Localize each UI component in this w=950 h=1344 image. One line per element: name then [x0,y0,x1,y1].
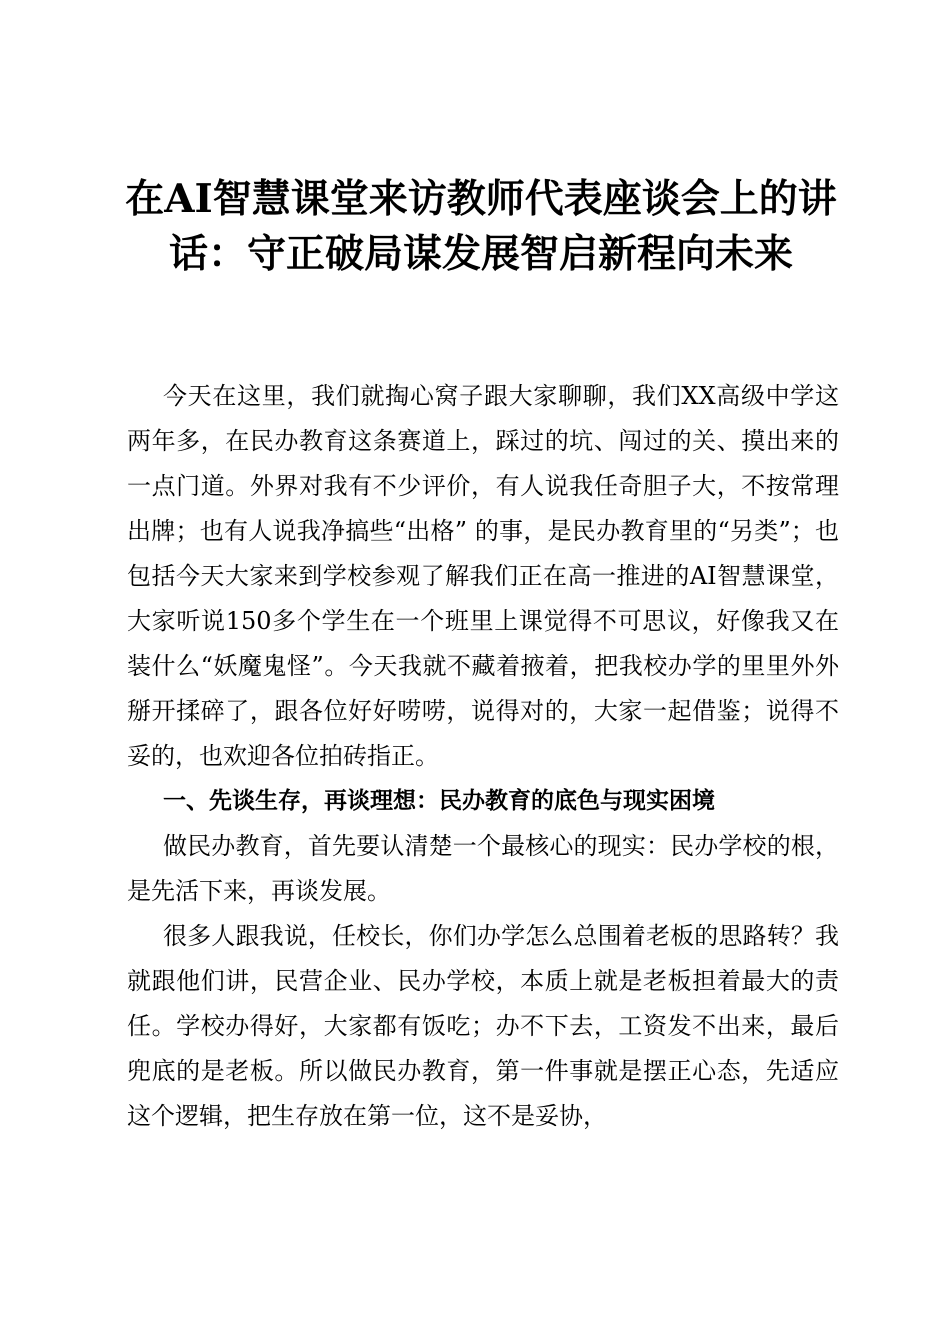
document-body [127,374,839,1139]
document-title: 在AI智慧课堂来访教师代表座谈会上的讲话：守正破局谋发展智启新程向未来 [125,176,837,277]
section-paragraph: 很多人跟我说，任校长，你们办学怎么总围着老板的思路转？我就跟他们讲，民营企业、民办学校，本质上就是老板担着最大的责任。学校办得好，大家都有饭吃；办不下去，工资发不出来，最后兜底的是老板。所以做民办教育，第一件事就是摆正心态，先适应这个逻辑，把生存放在第一位，这不是妥协， [127,922,839,1130]
intro-paragraph: 今天在这里，我们就掏心窝子跟大家聊聊，我们XX高级中学这两年多，在民办教育这条赛道上，踩过的坑、闯过的关、摸出来的一点门道。外界对我有不少评价，有人说我任奇胆子大，不按常理出牌；也有人说我净搞些“出格” 的事，是民办教育里的“另类”；也包括今天大家来到学校参观了解我们正在高一推进的AI智慧课堂，大家听说150多个学生在一个班里上课觉得不可思议，好像我又在装什么“妖魔鬼怪”。今天我就不藏着掖着，把我校办学的里里外外掰开揉碎了，跟各位好好唠唠，说得对的，大家一起借鉴；说得不妥的，也欢迎各位拍砖指正。 [127,382,839,770]
section-heading: 一、先谈生存，再谈理想：民办教育的底色与现实困境 [163,788,715,814]
section-paragraph: 做民办教育，首先要认清楚一个最核心的现实：民办学校的根，是先活下来，再谈发展。 [127,832,839,905]
